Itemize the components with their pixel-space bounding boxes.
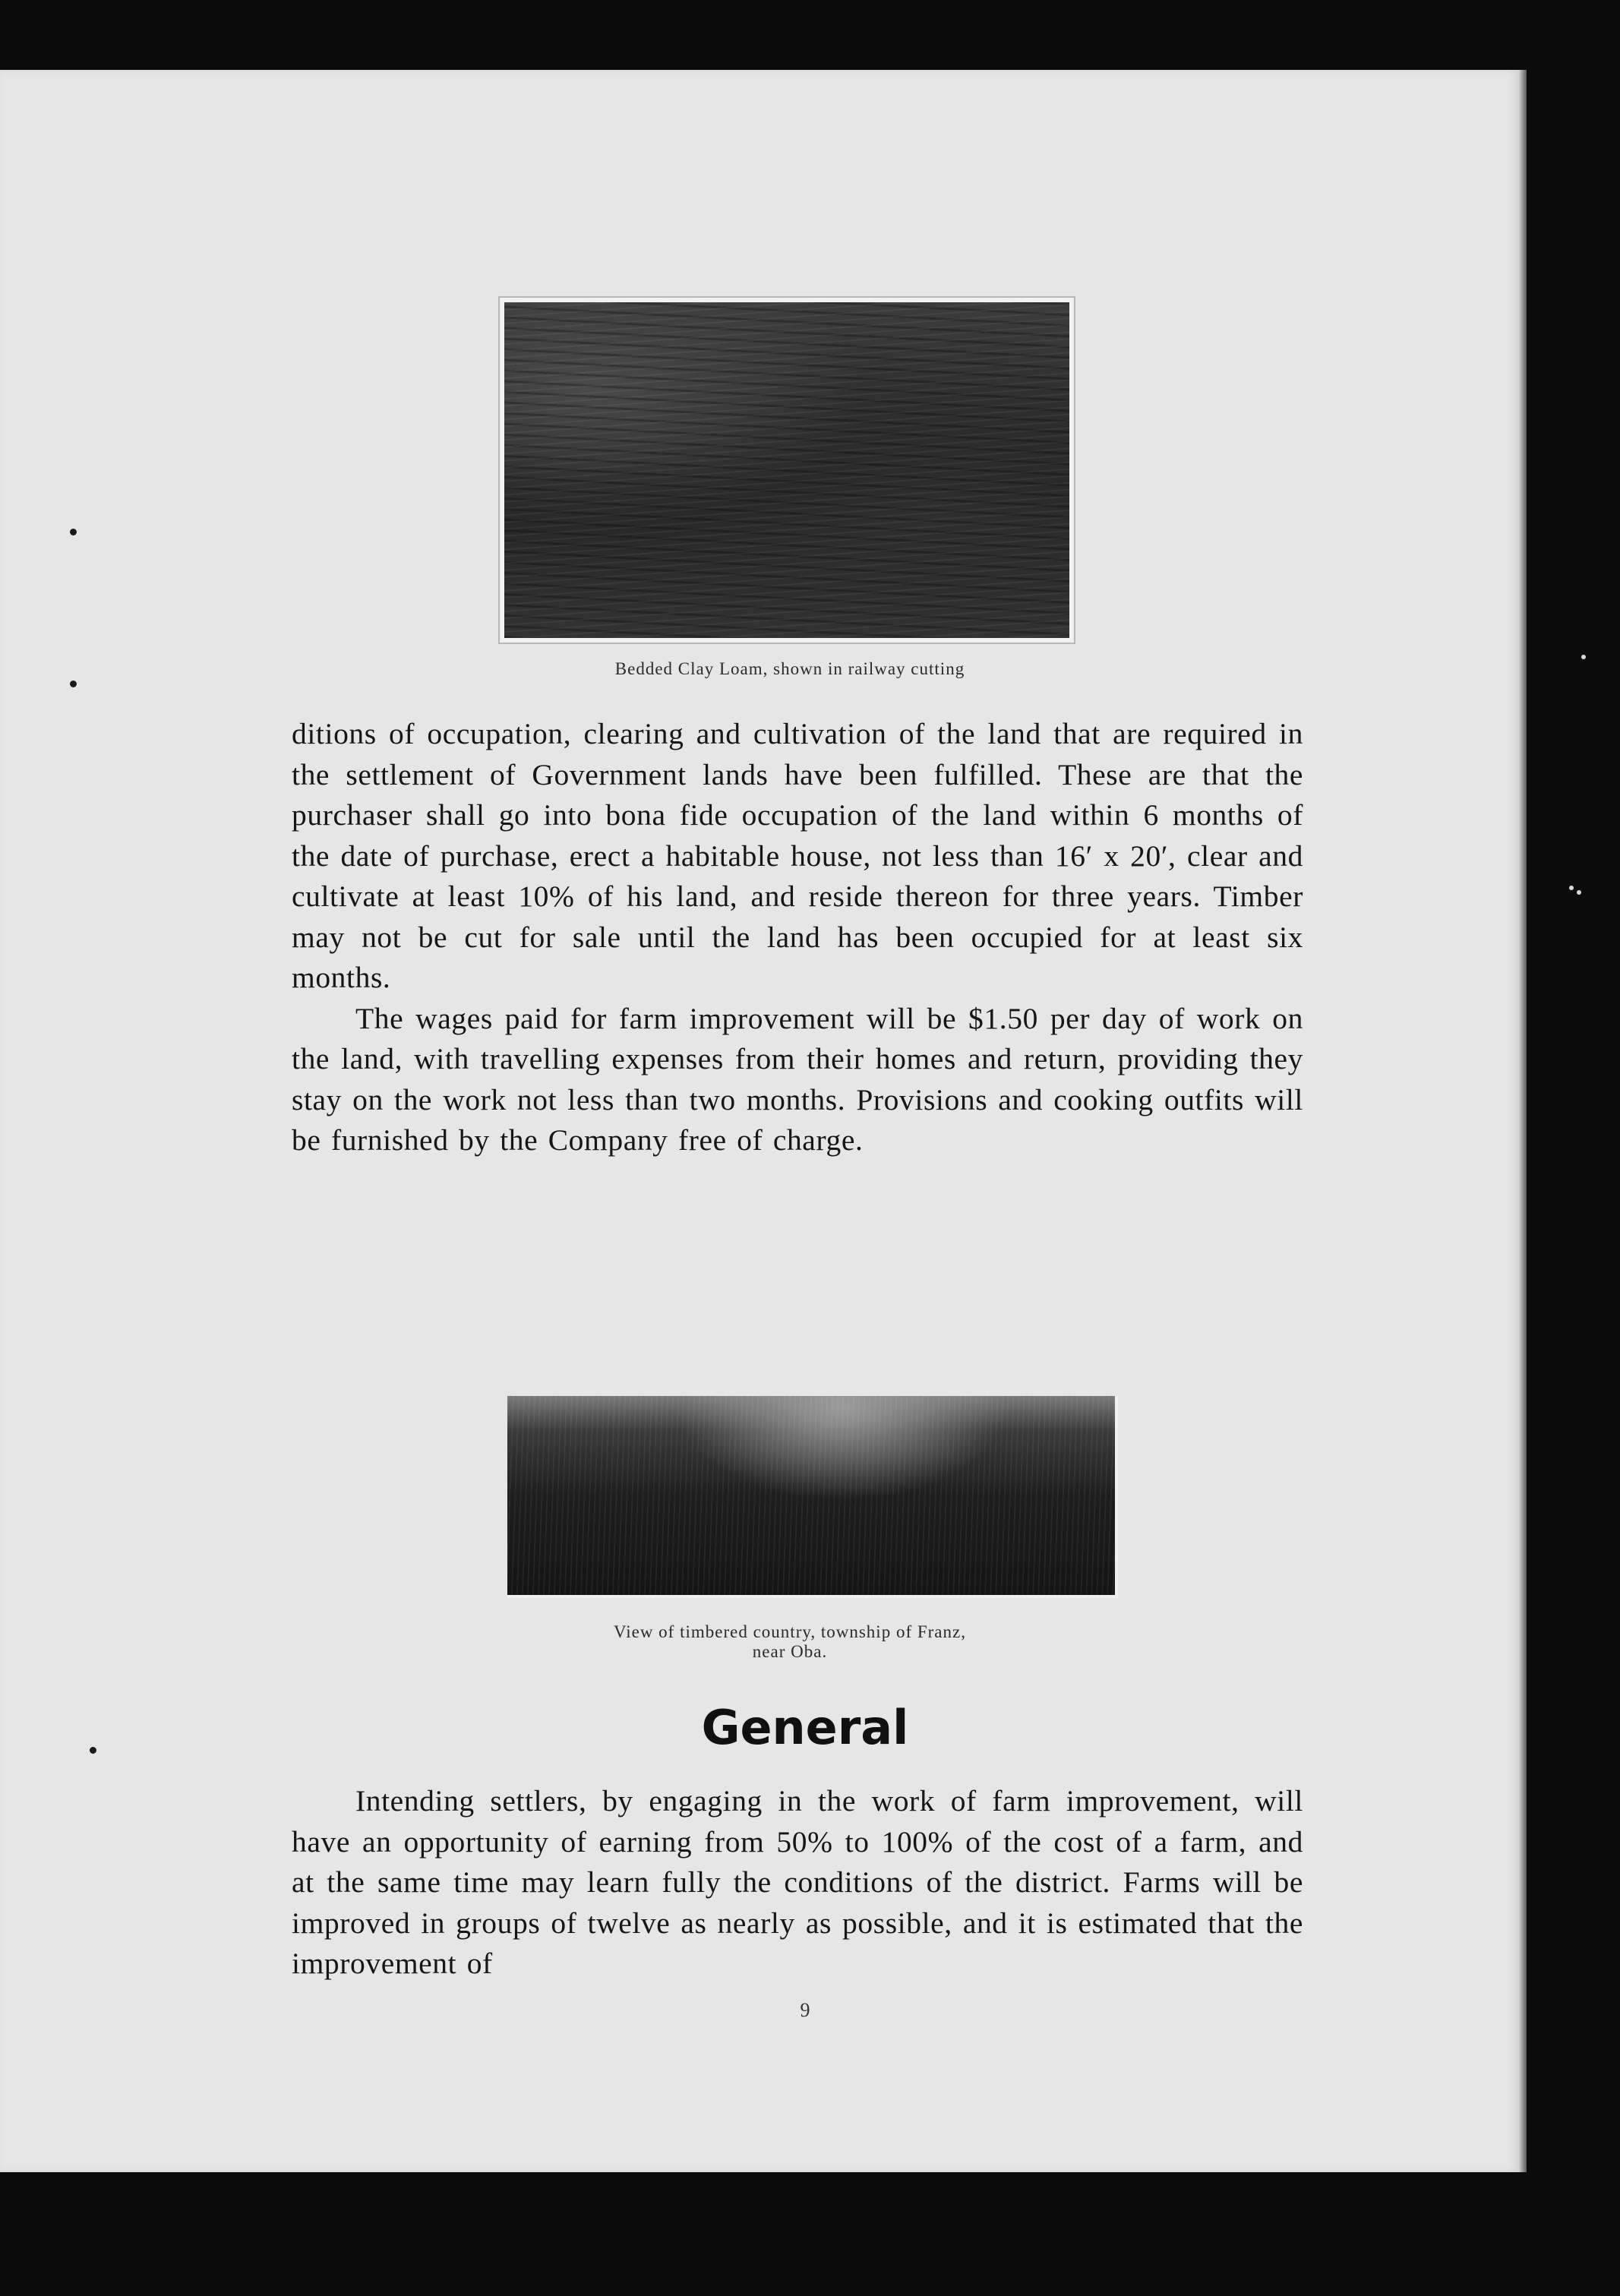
body-text-lower <box>292 1781 1303 1985</box>
margin-dot <box>90 1747 96 1754</box>
background-speck <box>1577 890 1581 895</box>
caption-line: View of timbered country, township of Franz, <box>614 1622 966 1641</box>
background-speck <box>1581 655 1586 659</box>
margin-dot <box>70 681 77 687</box>
paragraph: ditions of occupation, clearing and cultivation of the land that are required in the settlement of Government lands have been fulfilled. These are that the purchaser shall go into bona fide occupation of the land within 6 months of the date of purchase, erect a habitable house, not less than 16′ x 20′, clear and cultivate at least 10% of his land, and reside thereon for three years. Timber may not be cut for sale until the land has been occupied for at least six months. <box>292 717 1303 994</box>
page-edge-shadow <box>1519 70 1527 2172</box>
page-number: 9 <box>800 1999 810 2021</box>
clay-loam-photo <box>500 298 1074 643</box>
paragraph: Intending settlers, by engaging in the work of farm improvement, will have an opportunity of earning from 50% to 100% of the cost of a farm, and at the same time may learn fully the conditions of the district. Farms will be improved in groups of twelve as nearly as possible, and it is estimated that the improvement of <box>292 1784 1303 1980</box>
caption-line: near Oba. <box>752 1642 828 1661</box>
background-speck <box>1569 886 1574 890</box>
timbered-country-caption <box>456 1622 1124 1662</box>
timbered-country-photo <box>507 1396 1118 1598</box>
clay-loam-caption: Bedded Clay Loam, shown in railway cutting <box>614 659 965 678</box>
margin-dot <box>70 529 77 535</box>
paragraph: The wages paid for farm improvement will be $1.50 per day of work on the land, with travelling expenses from their homes and return, providing they stay on the work not less than two months. Provisions and cooking outfits will be furnished by the Company free of charge. <box>292 1001 1303 1157</box>
section-heading: General <box>701 1700 909 1755</box>
body-text-upper <box>292 714 1303 1161</box>
